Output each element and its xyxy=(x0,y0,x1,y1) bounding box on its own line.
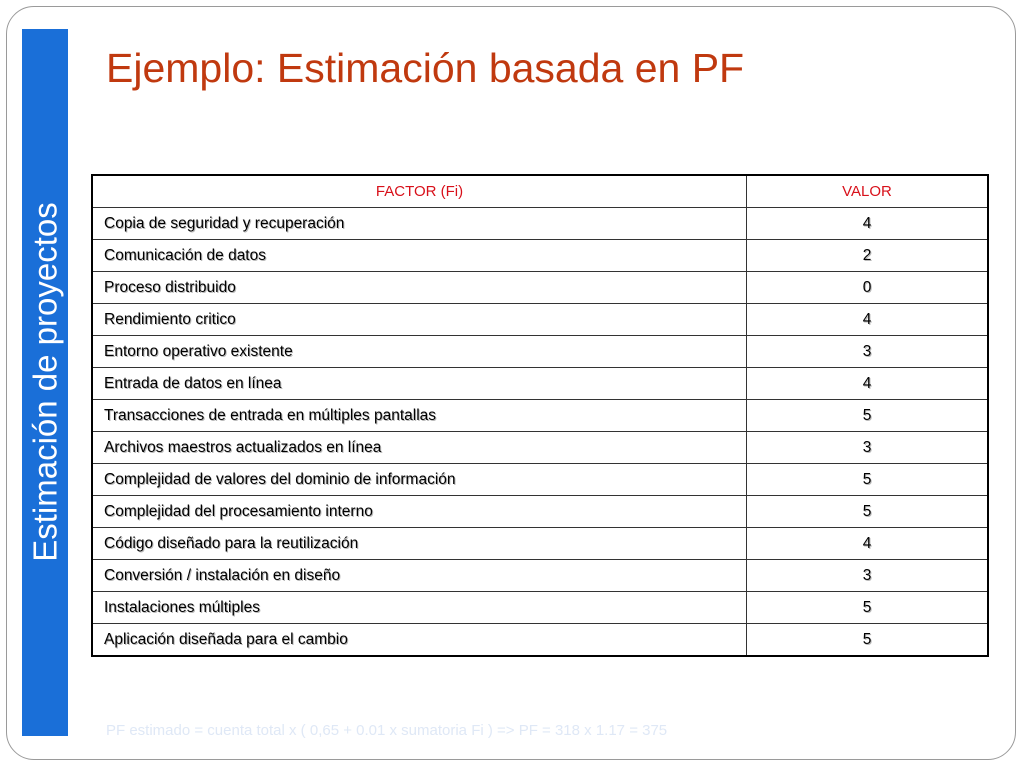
footnote-formula: PF estimado = cuenta total x ( 0,65 + 0.01 x sumatoria Fi ) => PF = 318 x 1.17 = 375 xyxy=(106,722,668,739)
table-row xyxy=(92,272,988,304)
table-row xyxy=(92,240,988,272)
table-row xyxy=(92,336,988,368)
slide-title: Ejemplo: Estimación basada en PF xyxy=(106,45,745,91)
factor-value-cell: 4 xyxy=(747,304,988,336)
table-row xyxy=(92,208,988,240)
factor-value-cell: 5 xyxy=(747,496,988,528)
sidebar-label: Estimación de proyectos xyxy=(26,202,64,562)
table-row xyxy=(92,624,988,657)
factor-name-cell: Código diseñado para la reutilización xyxy=(92,528,747,560)
header-factor: FACTOR (Fi) xyxy=(92,175,747,208)
factor-name-cell: Complejidad del procesamiento interno xyxy=(92,496,747,528)
factor-name-cell: Transacciones de entrada en múltiples pantallas xyxy=(92,400,747,432)
factor-value-cell: 5 xyxy=(747,400,988,432)
factors-table xyxy=(91,174,989,657)
factor-name-cell: Archivos maestros actualizados en línea xyxy=(92,432,747,464)
table-row xyxy=(92,528,988,560)
factor-value-cell: 3 xyxy=(747,432,988,464)
factor-value-cell: 4 xyxy=(747,368,988,400)
factor-name-cell: Instalaciones múltiples xyxy=(92,592,747,624)
factor-name-cell: Aplicación diseñada para el cambio xyxy=(92,624,747,657)
factor-name-cell: Entorno operativo existente xyxy=(92,336,747,368)
factor-name-cell: Rendimiento critico xyxy=(92,304,747,336)
factor-name-cell: Copia de seguridad y recuperación xyxy=(92,208,747,240)
factor-value-cell: 4 xyxy=(747,528,988,560)
header-valor: VALOR xyxy=(747,175,988,208)
table-row xyxy=(92,432,988,464)
table-row xyxy=(92,304,988,336)
factor-name-cell: Proceso distribuido xyxy=(92,272,747,304)
factor-value-cell: 0 xyxy=(747,272,988,304)
factor-value-cell: 5 xyxy=(747,624,988,657)
factor-name-cell: Entrada de datos en línea xyxy=(92,368,747,400)
factor-value-cell: 5 xyxy=(747,592,988,624)
factor-value-cell: 3 xyxy=(747,560,988,592)
factor-value-cell: 4 xyxy=(747,208,988,240)
factor-name-cell: Complejidad de valores del dominio de información xyxy=(92,464,747,496)
table-row xyxy=(92,400,988,432)
factor-value-cell: 2 xyxy=(747,240,988,272)
table-row xyxy=(92,496,988,528)
factor-name-cell: Conversión / instalación en diseño xyxy=(92,560,747,592)
table-row xyxy=(92,368,988,400)
table-header-row xyxy=(92,175,988,208)
table-row xyxy=(92,560,988,592)
factor-value-cell: 5 xyxy=(747,464,988,496)
factor-value-cell: 3 xyxy=(747,336,988,368)
factor-name-cell: Comunicación de datos xyxy=(92,240,747,272)
table-row xyxy=(92,464,988,496)
table-row xyxy=(92,592,988,624)
